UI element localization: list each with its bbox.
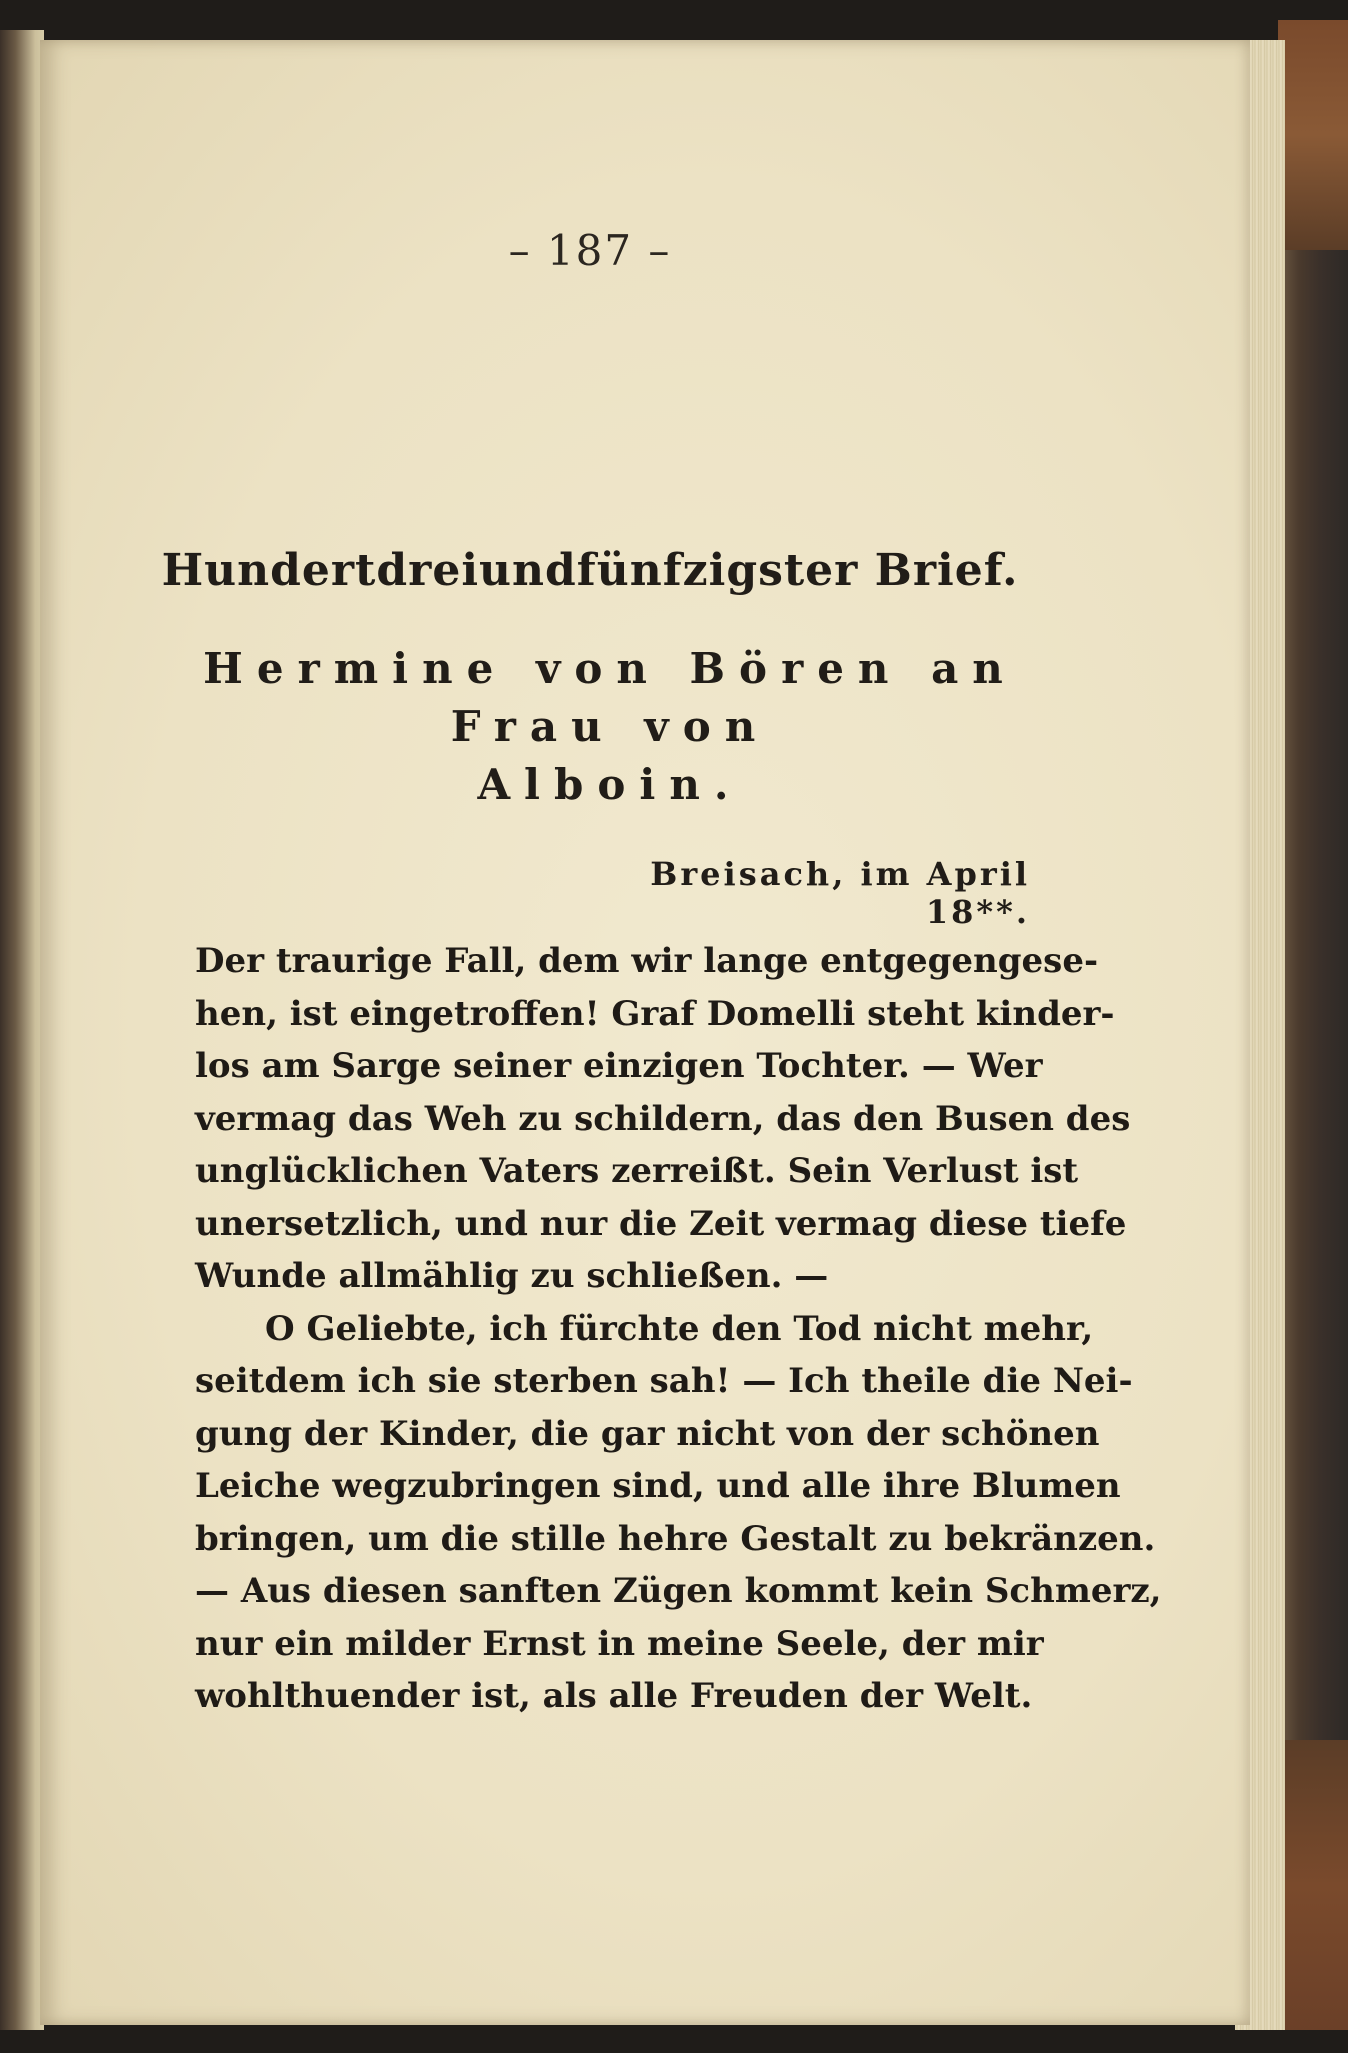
- text-line: Wunde allmählig zu schließen. —: [195, 1256, 829, 1296]
- leather-corner-bottom: [1278, 1740, 1348, 2030]
- text-line: los am Sarge seiner einzigen Tochter. — Wer: [195, 1046, 1043, 1086]
- text-line: O Geliebte, ich fürchte den Tod nicht mehr,: [265, 1308, 1094, 1349]
- text-line: Der traurige Fall, dem wir lange entgegengese-: [195, 941, 1099, 981]
- text-line: vermag das Weh zu schildern, das den Busen des: [195, 1098, 1131, 1139]
- book-cover-edge: [1278, 20, 1348, 2030]
- paragraph: [195, 935, 1131, 1303]
- text-line: bringen, um die stille hehre Gestalt zu bekränzen.: [195, 1518, 1156, 1559]
- text-line: — Aus diesen sanften Zügen kommt kein Schmerz,: [195, 1571, 1162, 1611]
- paragraph: [195, 1303, 1162, 1723]
- text-line: Leiche wegzubringen sind, und alle ihre Blumen: [195, 1466, 1121, 1506]
- text-line: seitdem ich sie sterben sah! — Ich theile die Nei-: [195, 1361, 1133, 1401]
- addressee-line: Hermine von Bören an Frau von: [203, 644, 1017, 751]
- addressee-line: Alboin.: [477, 760, 743, 809]
- book-gutter: [0, 30, 44, 2030]
- text-line: nur ein milder Ernst in meine Seele, der mir: [195, 1623, 1044, 1664]
- letter-title: Hundertdreiundfünfzigster Brief.: [161, 545, 1019, 596]
- text-line: hen, ist eingetroffen! Graf Domelli steht kinder-: [195, 993, 1115, 1034]
- text-line: wohlthuender ist, als alle Freuden der Welt.: [195, 1676, 1033, 1716]
- place-date: Breisach, im April 18**.: [650, 855, 1030, 931]
- text-line: gung der Kinder, die gar nicht von der schönen: [195, 1413, 1100, 1454]
- text-line: unglücklichen Vaters zerreißt. Sein Verlust ist: [195, 1151, 1079, 1191]
- page-number: – 187 –: [508, 226, 672, 275]
- addressee-heading: [185, 640, 1035, 814]
- book-page: [40, 40, 1250, 2025]
- leather-corner-top: [1278, 20, 1348, 250]
- letter-body: [195, 935, 1162, 1723]
- text-line: unersetzlich, und nur die Zeit vermag diese tiefe: [195, 1203, 1127, 1244]
